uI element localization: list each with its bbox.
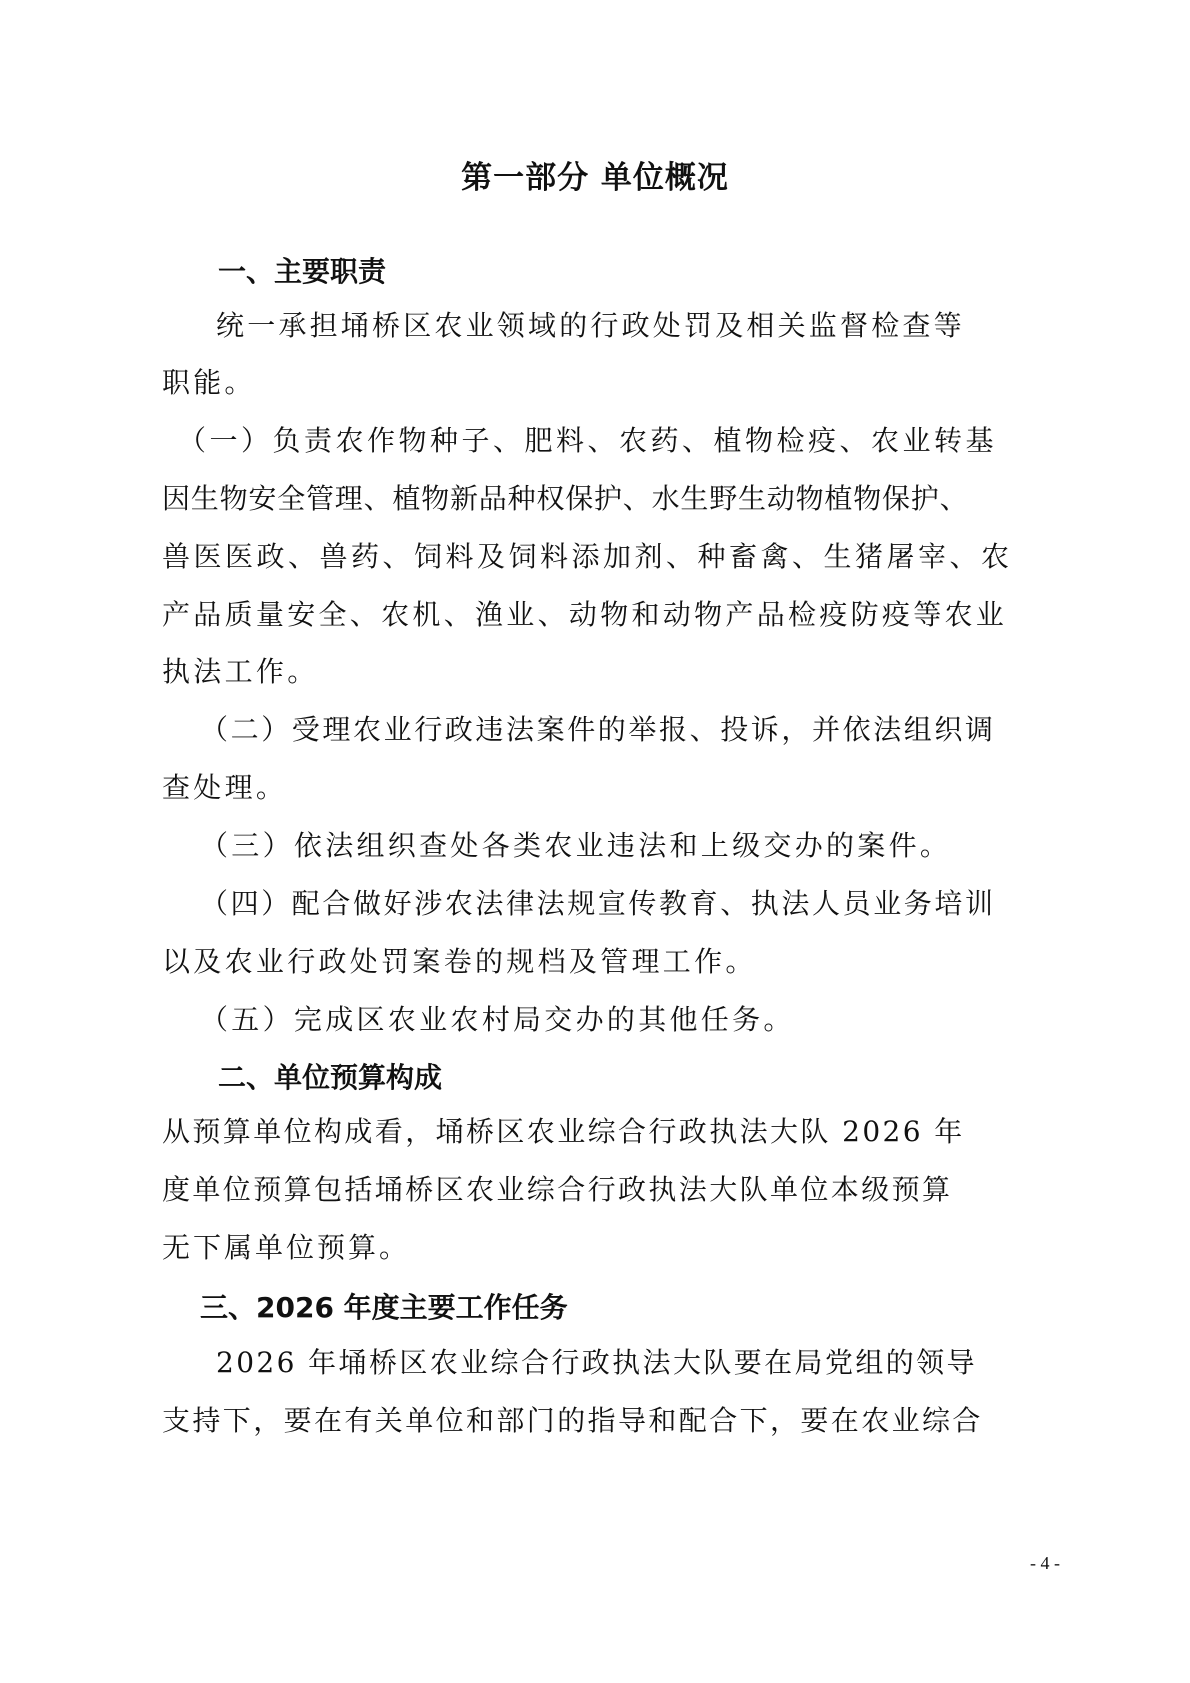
paragraph-line: （一）负责农作物种子、肥料、农药、植物检疫、农业转基 [178, 424, 998, 457]
paragraph-line: 兽医医政、兽药、饲料及饲料添加剂、种畜禽、生猪屠宰、农 [162, 540, 1013, 573]
paragraph-line: 支持下，要在有关单位和部门的指导和配合下，要在农业综合 [162, 1404, 983, 1437]
paragraph-line: 2026 年埇桥区农业综合行政执法大队要在局党组的领导 [216, 1346, 977, 1379]
paragraph-line: 产品质量安全、农机、渔业、动物和动物产品检疫防疫等农业 [162, 598, 1008, 631]
section-heading-main-duties: 一、主要职责 [218, 255, 387, 288]
paragraph-line: 从预算单位构成看，埇桥区农业综合行政执法大队 2026 年 [162, 1115, 965, 1148]
page-number: - 4 - [1030, 1553, 1060, 1573]
page-title: 第一部分 单位概况 [461, 160, 729, 196]
section-heading-main-tasks: 三、2026 年度主要工作任务 [200, 1291, 568, 1324]
paragraph-line: 查处理。 [162, 771, 288, 804]
paragraph-line: 度单位预算包括埇桥区农业综合行政执法大队单位本级预算 [162, 1173, 953, 1206]
paragraph-line: 职能。 [162, 366, 256, 399]
paragraph-line: 以及农业行政处罚案卷的规档及管理工作。 [162, 945, 757, 978]
paragraph-line: 执法工作。 [162, 655, 319, 688]
paragraph-line: 统一承担埇桥区农业领域的行政处罚及相关监督检查等 [216, 309, 965, 342]
paragraph-line: （四）配合做好涉农法律法规宣传教育、执法人员业务培训 [200, 887, 996, 920]
paragraph-line: （三）依法组织查处各类农业违法和上级交办的案件。 [200, 829, 952, 862]
paragraph-line: （五）完成区农业农村局交办的其他任务。 [200, 1003, 795, 1036]
section-heading-budget-composition: 二、单位预算构成 [218, 1061, 443, 1094]
paragraph-line: （二）受理农业行政违法案件的举报、投诉，并依法组织调 [200, 713, 996, 746]
paragraph-line: 无下属单位预算。 [162, 1231, 411, 1264]
paragraph-line: 因生物安全管理、植物新品种权保护、水生野生动物植物保护、 [162, 482, 969, 515]
